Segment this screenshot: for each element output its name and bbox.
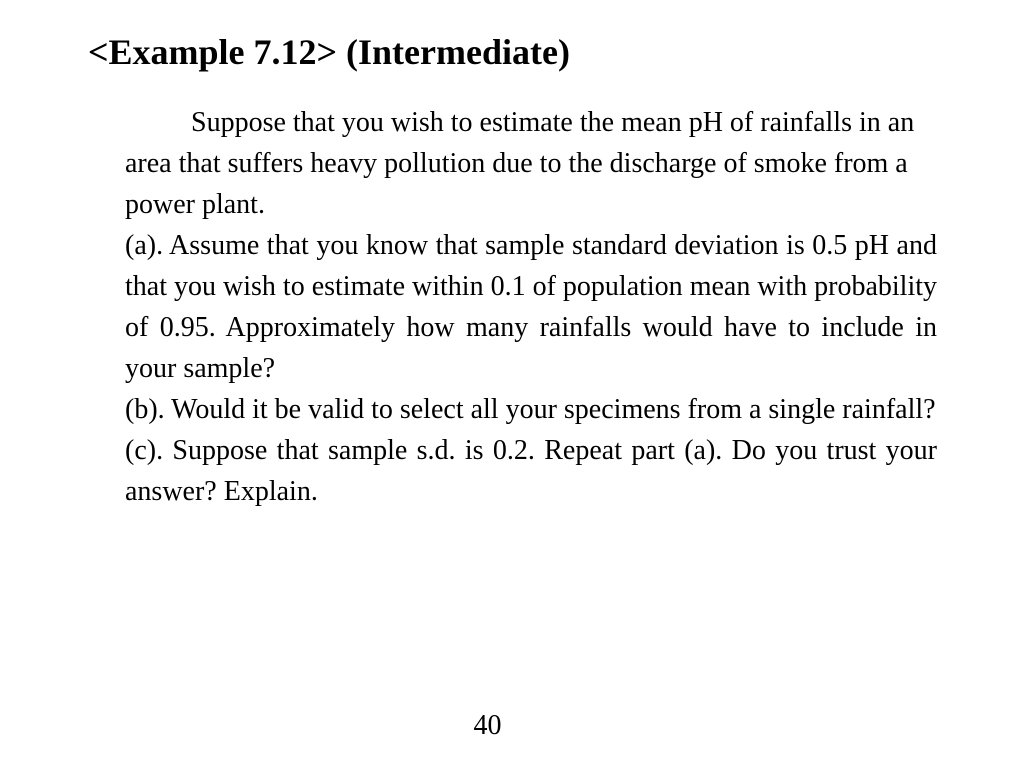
- page-number: 40: [473, 710, 502, 741]
- problem-part-c: (c). Suppose that sample s.d. is 0.2. Repeat part (a). Do you trust your answer? Explain.: [125, 435, 937, 507]
- problem-intro: Suppose that you wish to estimate the mean pH of rainfalls in an area that suffers heavy pollution due to the discharge of smoke from a power plant.: [125, 107, 915, 220]
- problem-part-b: (b). Would it be valid to select all your specimens from a single rainfall?: [125, 394, 936, 425]
- problem-statement: [125, 102, 937, 512]
- problem-part-a: (a). Assume that you know that sample standard deviation is 0.5 pH and that you wish to estimate within 0.1 of population mean with probability of 0.95. Approximately how many rainfalls would have to include in your sample?: [125, 230, 937, 384]
- slide-title: <Example 7.12> (Intermediate): [88, 32, 570, 72]
